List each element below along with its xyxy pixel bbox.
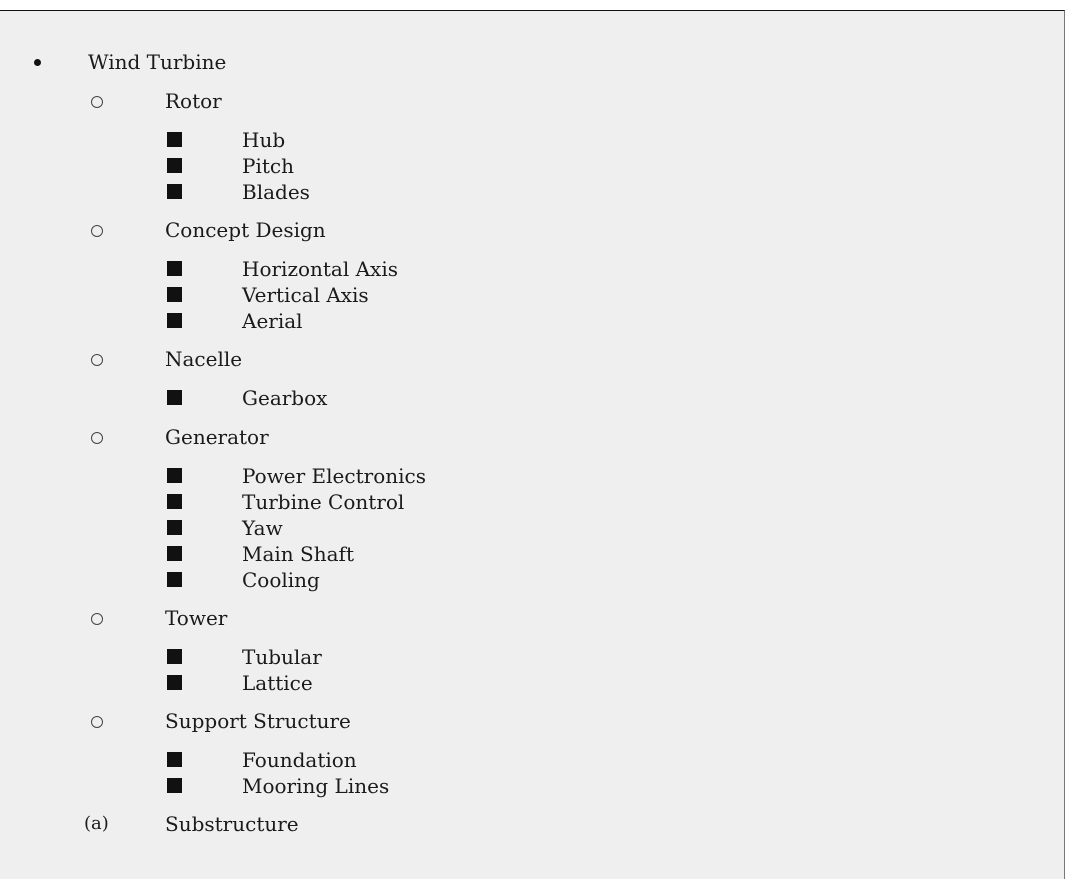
outline-item-leaf — [0, 463, 1000, 489]
outline-label: Wind Turbine — [88, 50, 227, 74]
outline-item-leaf — [0, 644, 1000, 670]
square-icon — [167, 649, 182, 664]
outline-item-leaf — [0, 153, 1000, 179]
outline-item-leaf — [0, 127, 1000, 153]
circle-icon — [91, 96, 103, 108]
outline-label: Power Electronics — [242, 464, 426, 488]
document-page — [0, 10, 1065, 879]
outline-item-leaf — [0, 256, 1000, 282]
outline-item-group — [0, 708, 1000, 734]
outline-label: Concept Design — [165, 218, 326, 242]
outline-item-leaf — [0, 747, 1000, 773]
outline-item-leaf — [0, 282, 1000, 308]
outline-label: Substructure — [165, 812, 299, 836]
outline-label: Tower — [165, 606, 228, 630]
square-icon — [167, 261, 182, 276]
outline-label: Yaw — [242, 516, 283, 540]
square-icon — [167, 468, 182, 483]
square-icon — [167, 520, 182, 535]
outline-label: Horizontal Axis — [242, 257, 398, 281]
outline-item-group — [0, 346, 1000, 372]
outline-label: Nacelle — [165, 347, 243, 371]
square-icon — [167, 572, 182, 587]
outline-item-leaf — [0, 773, 1000, 799]
outline-label: Turbine Control — [242, 490, 405, 514]
outline-item-leaf — [0, 385, 1000, 411]
outline-item-leaf — [0, 541, 1000, 567]
square-icon — [167, 778, 182, 793]
outline-label: Support Structure — [165, 709, 351, 733]
outline-item-group — [0, 217, 1000, 243]
outline-label: Blades — [242, 180, 310, 204]
outline-label: Lattice — [242, 671, 313, 695]
outline-item-leaf — [0, 670, 1000, 696]
square-icon — [167, 752, 182, 767]
square-icon — [167, 158, 182, 173]
outline-item-group — [0, 88, 1000, 114]
circle-icon — [91, 432, 103, 444]
outline-label: Hub — [242, 128, 286, 152]
outline-label: Generator — [165, 425, 269, 449]
outline-label: Vertical Axis — [242, 283, 369, 307]
square-icon — [167, 184, 182, 199]
circle-icon — [91, 225, 103, 237]
outline-label: Aerial — [242, 309, 303, 333]
outline-label: Cooling — [242, 568, 320, 592]
square-icon — [167, 390, 182, 405]
outline-label: Pitch — [242, 154, 294, 178]
circle-icon — [91, 613, 103, 625]
outline-item-leaf — [0, 308, 1000, 334]
outline-item-group — [0, 605, 1000, 631]
bullet-icon — [34, 59, 41, 66]
circle-icon — [91, 716, 103, 728]
outline-item-root — [0, 49, 1000, 75]
outline-item-leaf — [0, 179, 1000, 205]
outline-label: Main Shaft — [242, 542, 354, 566]
square-icon — [167, 287, 182, 302]
square-icon — [167, 546, 182, 561]
outline-item-group — [0, 811, 1000, 837]
circle-icon — [91, 354, 103, 366]
square-icon — [167, 313, 182, 328]
outline-item-group — [0, 424, 1000, 450]
outline-label: Tubular — [242, 645, 322, 669]
outline-label: Foundation — [242, 748, 357, 772]
square-icon — [167, 494, 182, 509]
square-icon — [167, 675, 182, 690]
outline-label: Rotor — [165, 89, 222, 113]
outline-label: Mooring Lines — [242, 774, 390, 798]
outline-label: Gearbox — [242, 386, 328, 410]
outline-item-leaf — [0, 567, 1000, 593]
outline-item-leaf — [0, 515, 1000, 541]
square-icon — [167, 132, 182, 147]
list-marker: (a) — [84, 813, 109, 834]
outline-item-leaf — [0, 489, 1000, 515]
